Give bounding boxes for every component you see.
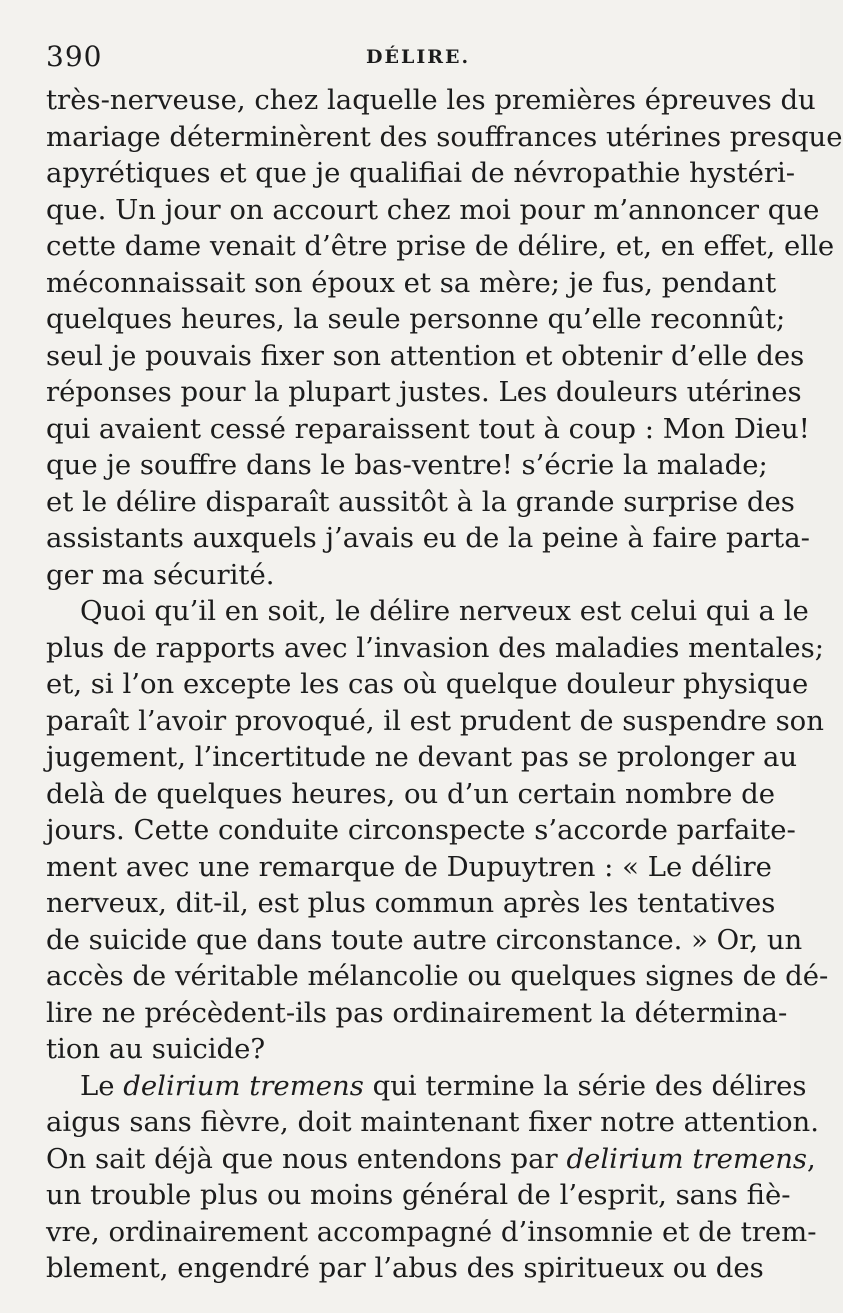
body-text: [46, 82, 843, 1287]
text-line: et, si l’on excepte les cas où quelque douleur physique: [46, 668, 809, 700]
text-line: vre, ordinairement accompagné d’insomnie et de trem-: [46, 1215, 817, 1248]
text-line: très-nerveuse, chez laquelle les premières épreuves du: [46, 84, 816, 116]
text-line: réponses pour la plupart justes. Les douleurs utérines: [46, 376, 802, 408]
page-number: 390: [46, 40, 103, 73]
text-line: mariage déterminèrent des souffrances utérines presque: [46, 120, 843, 153]
text-line: seul je pouvais fixer son attention et obtenir d’elle des: [46, 339, 805, 372]
text-line: accès de véritable mélancolie ou quelques signes de dé-: [46, 960, 829, 992]
text-line: cette dame venait d’être prise de délire, et, en effet, elle: [46, 230, 835, 262]
text-line: plus de rapports avec l’invasion des maladies mentales;: [46, 631, 825, 664]
running-title: DÉLIRE.: [366, 46, 471, 68]
text-line: paraît l’avoir provoqué, il est prudent de suspendre son: [46, 704, 824, 737]
text-line: ger ma sécurité.: [46, 558, 275, 591]
text-line: ment avec une remarque de Dupuytren : « Le délire: [46, 850, 772, 883]
text-line: qui avaient cessé reparaissent tout à coup : Mon Dieu!: [46, 412, 810, 445]
text-line: lire ne précèdent-ils pas ordinairement la détermina-: [46, 996, 788, 1029]
text-line: nerveux, dit-il, est plus commun après les tentatives: [46, 887, 776, 919]
text-line: un trouble plus ou moins général de l’esprit, sans fiè-: [46, 1179, 791, 1211]
text-segment: Le: [80, 1069, 124, 1102]
italic-term: delirium tremens: [566, 1142, 808, 1175]
text-line: assistants auxquels j’avais eu de la peine à faire parta-: [46, 522, 810, 554]
text-line: jours. Cette conduite circonspecte s’accorde parfaite-: [46, 814, 796, 846]
text-line: apyrétiques et que je qualifiai de névropathie hystéri-: [46, 157, 796, 189]
text-segment: On sait déjà que nous entendons par: [46, 1142, 567, 1175]
text-line: tion au suicide?: [46, 1033, 266, 1065]
text-line: Quoi qu’il en soit, le délire nerveux est celui qui a le: [80, 595, 809, 627]
text-line: [46, 1068, 807, 1105]
page-header: [46, 36, 754, 76]
text-line: que je souffre dans le bas-ventre! s’écrie la malade;: [46, 449, 768, 481]
text-line: quelques heures, la seule personne qu’elle reconnût;: [46, 303, 786, 335]
text-line: et le délire disparaît aussitôt à la grande surprise des: [46, 485, 795, 518]
text-line: jugement, l’incertitude ne devant pas se prolonger au: [46, 741, 798, 773]
text-line: blement, engendré par l’abus des spiritueux ou des: [46, 1252, 764, 1284]
text-segment: ,: [807, 1142, 816, 1175]
text-line: que. Un jour on accourt chez moi pour m’annoncer que: [46, 193, 820, 226]
text-line: méconnaissait son époux et sa mère; je fus, pendant: [46, 266, 777, 299]
italic-term: delirium tremens: [123, 1069, 364, 1102]
text-segment: qui termine la série des délires: [363, 1069, 807, 1102]
text-line: de suicide que dans toute autre circonstance. » Or, un: [46, 923, 803, 956]
text-line: [46, 1141, 816, 1178]
text-line: aigus sans fièvre, doit maintenant fixer notre attention.: [46, 1106, 819, 1138]
text-line: delà de quelques heures, ou d’un certain nombre de: [46, 777, 775, 810]
